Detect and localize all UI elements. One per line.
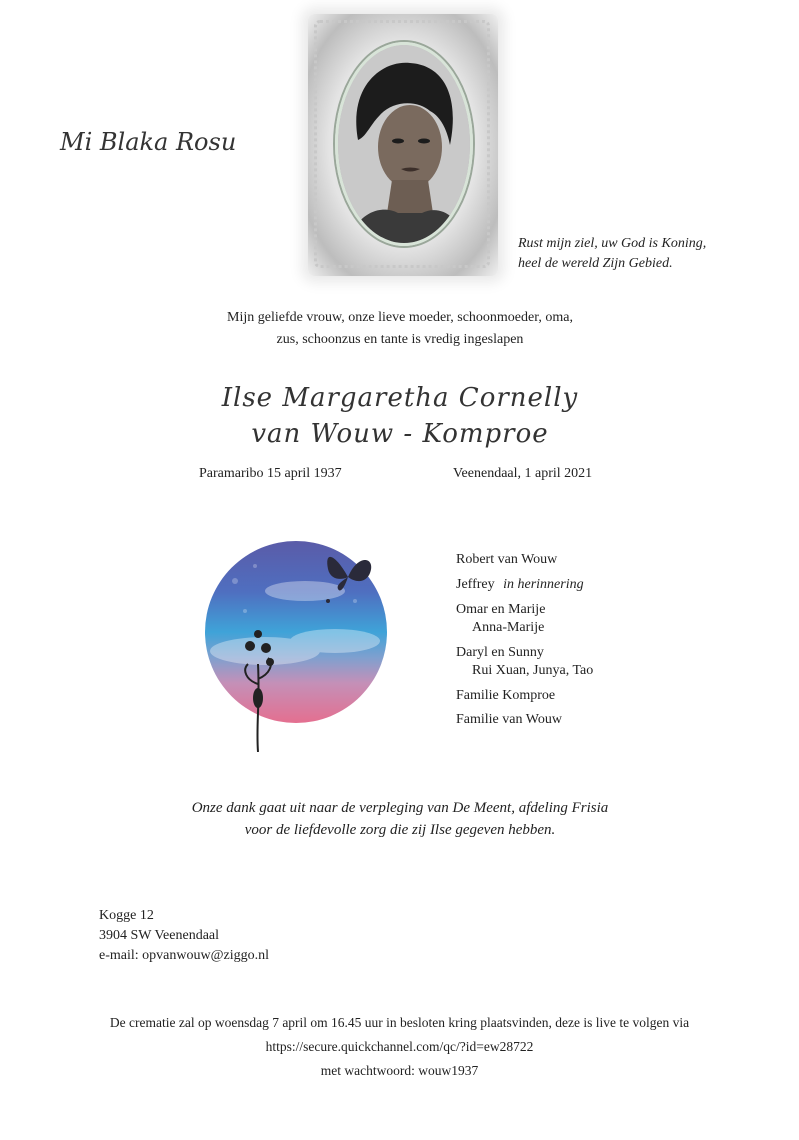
family-omar-child: Anna-Marije — [472, 620, 545, 635]
family-daryl-children: Rui Xuan, Junya, Tao — [472, 663, 594, 678]
flower-stem-icon — [236, 624, 286, 752]
family-daryl — [456, 644, 593, 680]
cremation-info — [20, 1011, 779, 1083]
contact-address — [99, 906, 269, 966]
family-robert: Robert van Wouw — [456, 552, 558, 567]
family-komproe — [456, 687, 555, 705]
family-list — [456, 551, 557, 569]
signature-title: Mi Blaka Rosu — [60, 128, 237, 156]
cremation-password: met wachtwoord: wouw1937 — [320, 1063, 479, 1078]
family-jeffrey-name: Jeffrey — [456, 577, 495, 592]
family-omar-name: Omar en Marije — [456, 602, 546, 617]
death-date: Veenendaal, 1 april 2021 — [453, 466, 593, 481]
intro-line-2: zus, schoonzus en tante is vredig ingeslapen — [276, 332, 524, 347]
cremation-line-1: De crematie zal op woensdag 7 april om 16.45 uur in besloten kring plaatsvinden, deze is live te volgen via — [109, 1015, 690, 1030]
cremation-link[interactable]: https://secure.quickchannel.com/qc/?id=ew28722 — [265, 1039, 534, 1054]
intro-line-1: Mijn geliefde vrouw, onze lieve moeder, schoonmoeder, oma, — [227, 310, 573, 325]
family-vanwouw-label: Familie van Wouw — [456, 712, 562, 727]
name-line-2: van Wouw - Komproe — [251, 419, 549, 449]
family-vanwouw — [456, 711, 562, 729]
intro-text — [150, 307, 650, 351]
address-street: Kogge 12 — [99, 908, 154, 923]
deceased-name — [150, 380, 650, 452]
family-jeffrey-note: in herinnering — [503, 577, 584, 592]
thanks-line-2: voor de liefdevolle zorg die zij Ilse gegeven hebben. — [244, 822, 556, 838]
family-komproe-label: Familie Komproe — [456, 688, 556, 703]
birth-date: Paramaribo 15 april 1937 — [199, 466, 342, 481]
family-daryl-name: Daryl en Sunny — [456, 645, 544, 660]
family-jeffrey — [456, 576, 584, 594]
thanks-line-1: Onze dank gaat uit naar de verpleging van De Meent, afdeling Frisia — [191, 800, 609, 816]
verse — [518, 234, 706, 274]
thanks-text — [100, 797, 700, 841]
verse-line-1: Rust mijn ziel, uw God is Koning, — [518, 236, 707, 251]
address-city: 3904 SW Veenendaal — [99, 928, 220, 943]
verse-line-2: heel de wereld Zijn Gebied. — [518, 256, 673, 271]
family-omar — [456, 601, 545, 637]
address-email: e-mail: opvanwouw@ziggo.nl — [99, 948, 269, 963]
portrait-photo — [335, 42, 473, 246]
butterfly-icon — [318, 545, 380, 605]
name-line-1: Ilse Margaretha Cornelly — [221, 383, 579, 413]
